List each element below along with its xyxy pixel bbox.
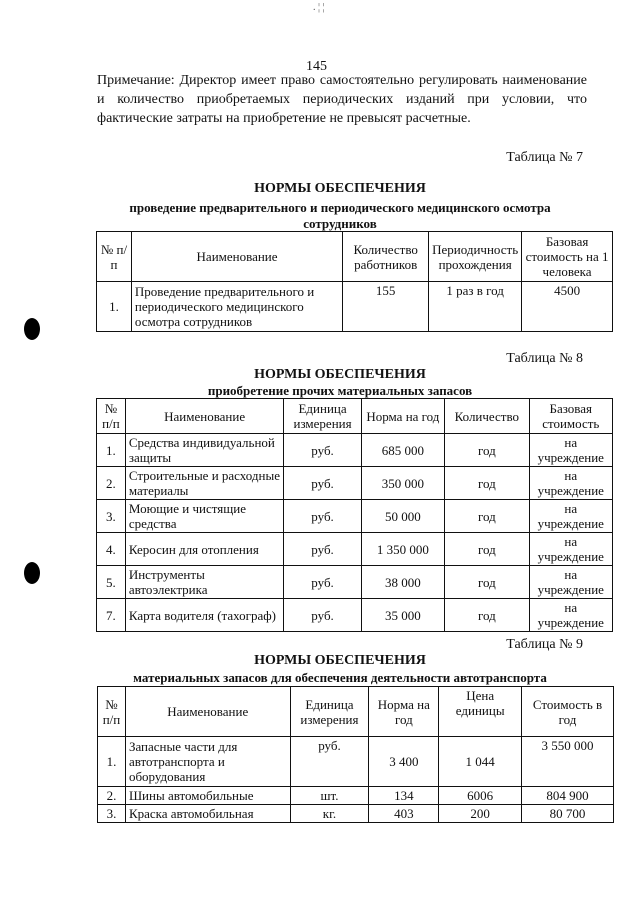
table-cell: кг. (290, 805, 369, 823)
table-8-label: Таблица № 8 (506, 351, 583, 366)
table-cell: руб. (284, 467, 361, 500)
table-cell: Керосин для отопления (125, 533, 284, 566)
table-cell: руб. (290, 737, 369, 787)
table-cell: 3 550 000 (522, 737, 614, 787)
table-cell: 200 (439, 805, 522, 823)
table-cell: 804 900 (522, 787, 614, 805)
table-cell: Моющие и чистящие средства (125, 500, 284, 533)
column-header: № п/п (97, 399, 126, 434)
table-cell: Краска автомобильная (125, 805, 290, 823)
table-cell: 38 000 (361, 566, 444, 599)
table-8-subtitle: приобретение прочих материальных запасов (207, 383, 473, 398)
table-cell: на учреждение (529, 533, 612, 566)
table-cell: руб. (284, 500, 361, 533)
table-cell: Проведение предварительного и периодического медицинского осмотра сотрудников (131, 282, 342, 332)
table-cell: Запасные части для автотранспорта и оборудования (125, 737, 290, 787)
table-row (97, 282, 613, 332)
column-header: № п/п (97, 232, 132, 282)
table-9-label: Таблица № 9 (506, 637, 583, 652)
table-cell: на учреждение (529, 467, 612, 500)
column-header: № п/п (98, 687, 126, 737)
table-row (97, 232, 613, 282)
table-cell: Шины автомобильные (125, 787, 290, 805)
table-cell: 1. (97, 434, 126, 467)
table-cell: год (445, 533, 529, 566)
table-8-title: НОРМЫ ОБЕСПЕЧЕНИЯ (254, 367, 426, 382)
punch-hole-bottom (24, 562, 40, 584)
column-header: Количество (445, 399, 529, 434)
table-cell: 155 (343, 282, 429, 332)
column-header: Количество работников (343, 232, 429, 282)
table-cell: 1. (97, 282, 132, 332)
table-row (98, 737, 614, 787)
table-cell: на учреждение (529, 566, 612, 599)
table-cell: год (445, 434, 529, 467)
column-header: Наименование (125, 687, 290, 737)
table-cell: 5. (97, 566, 126, 599)
table-cell: 4. (97, 533, 126, 566)
table-7-title: НОРМЫ ОБЕСПЕЧЕНИЯ (254, 181, 426, 196)
table-cell: 4500 (522, 282, 613, 332)
column-header: Наименование (125, 399, 284, 434)
table-cell: 403 (369, 805, 439, 823)
column-header: Норма на год (369, 687, 439, 737)
table-row (97, 467, 613, 500)
table-row (97, 434, 613, 467)
table-cell: на учреждение (529, 434, 612, 467)
table-cell: 685 000 (361, 434, 444, 467)
page-number: 145 (306, 59, 327, 74)
table-cell: Карта водителя (тахограф) (125, 599, 284, 632)
table-row (98, 687, 614, 737)
table-cell: 350 000 (361, 467, 444, 500)
table-row (97, 500, 613, 533)
table-row (98, 787, 614, 805)
table-8 (96, 398, 613, 632)
note-paragraph: Примечание: Директор имеет право самостоятельно регулировать наименование и количество приобретаемых периодических изданий при условии, что фактические затраты на приобретение не превысят расчетные. (97, 73, 587, 126)
scan-marks: . ¦ ¦ (313, 2, 325, 13)
column-header: Единица измерения (290, 687, 369, 737)
table-cell: год (445, 500, 529, 533)
table-cell: Инструменты автоэлектрика (125, 566, 284, 599)
table-cell: 1. (98, 737, 126, 787)
table-9-title: НОРМЫ ОБЕСПЕЧЕНИЯ (254, 653, 426, 668)
table-cell: 3. (98, 805, 126, 823)
table-cell: год (445, 467, 529, 500)
table-cell: 3 400 (369, 737, 439, 787)
table-cell: Средства индивидуальной защиты (125, 434, 284, 467)
column-header: Норма на год (361, 399, 444, 434)
table-cell: 134 (369, 787, 439, 805)
table-7 (96, 231, 613, 332)
table-row (97, 533, 613, 566)
table-cell: год (445, 566, 529, 599)
table-cell: 80 700 (522, 805, 614, 823)
table-row (97, 399, 613, 434)
table-7-subtitle-line1: проведение предварительного и периодического медицинского осмотра (129, 200, 551, 215)
column-header: Базовая стоимость (529, 399, 612, 434)
table-row (97, 599, 613, 632)
table-cell: руб. (284, 566, 361, 599)
column-header: Базовая стоимость на 1 человека (522, 232, 613, 282)
table-9 (97, 686, 614, 823)
column-header: Периодичность прохождения (429, 232, 522, 282)
table-row (97, 566, 613, 599)
table-cell: 50 000 (361, 500, 444, 533)
table-cell: год (445, 599, 529, 632)
column-header: Наименование (131, 232, 342, 282)
table-cell: 1 раз в год (429, 282, 522, 332)
column-header: Стоимость в год (522, 687, 614, 737)
punch-hole-top (24, 318, 40, 340)
table-row (98, 805, 614, 823)
table-7-subtitle-line2: сотрудников (303, 216, 377, 231)
table-7-label: Таблица № 7 (506, 150, 583, 165)
table-cell: 3. (97, 500, 126, 533)
table-cell: руб. (284, 533, 361, 566)
column-header: Цена единицы (439, 687, 522, 737)
column-header: Единица измерения (284, 399, 361, 434)
table-cell: 6006 (439, 787, 522, 805)
table-cell: 35 000 (361, 599, 444, 632)
table-9-subtitle: материальных запасов для обеспечения деятельности автотранспорта (133, 670, 547, 685)
table-cell: Строительные и расходные материалы (125, 467, 284, 500)
table-cell: 1 350 000 (361, 533, 444, 566)
table-cell: руб. (284, 599, 361, 632)
table-cell: на учреждение (529, 599, 612, 632)
table-cell: руб. (284, 434, 361, 467)
table-cell: 7. (97, 599, 126, 632)
table-cell: 2. (98, 787, 126, 805)
table-cell: шт. (290, 787, 369, 805)
table-cell: 1 044 (439, 737, 522, 787)
table-cell: на учреждение (529, 500, 612, 533)
table-cell: 2. (97, 467, 126, 500)
